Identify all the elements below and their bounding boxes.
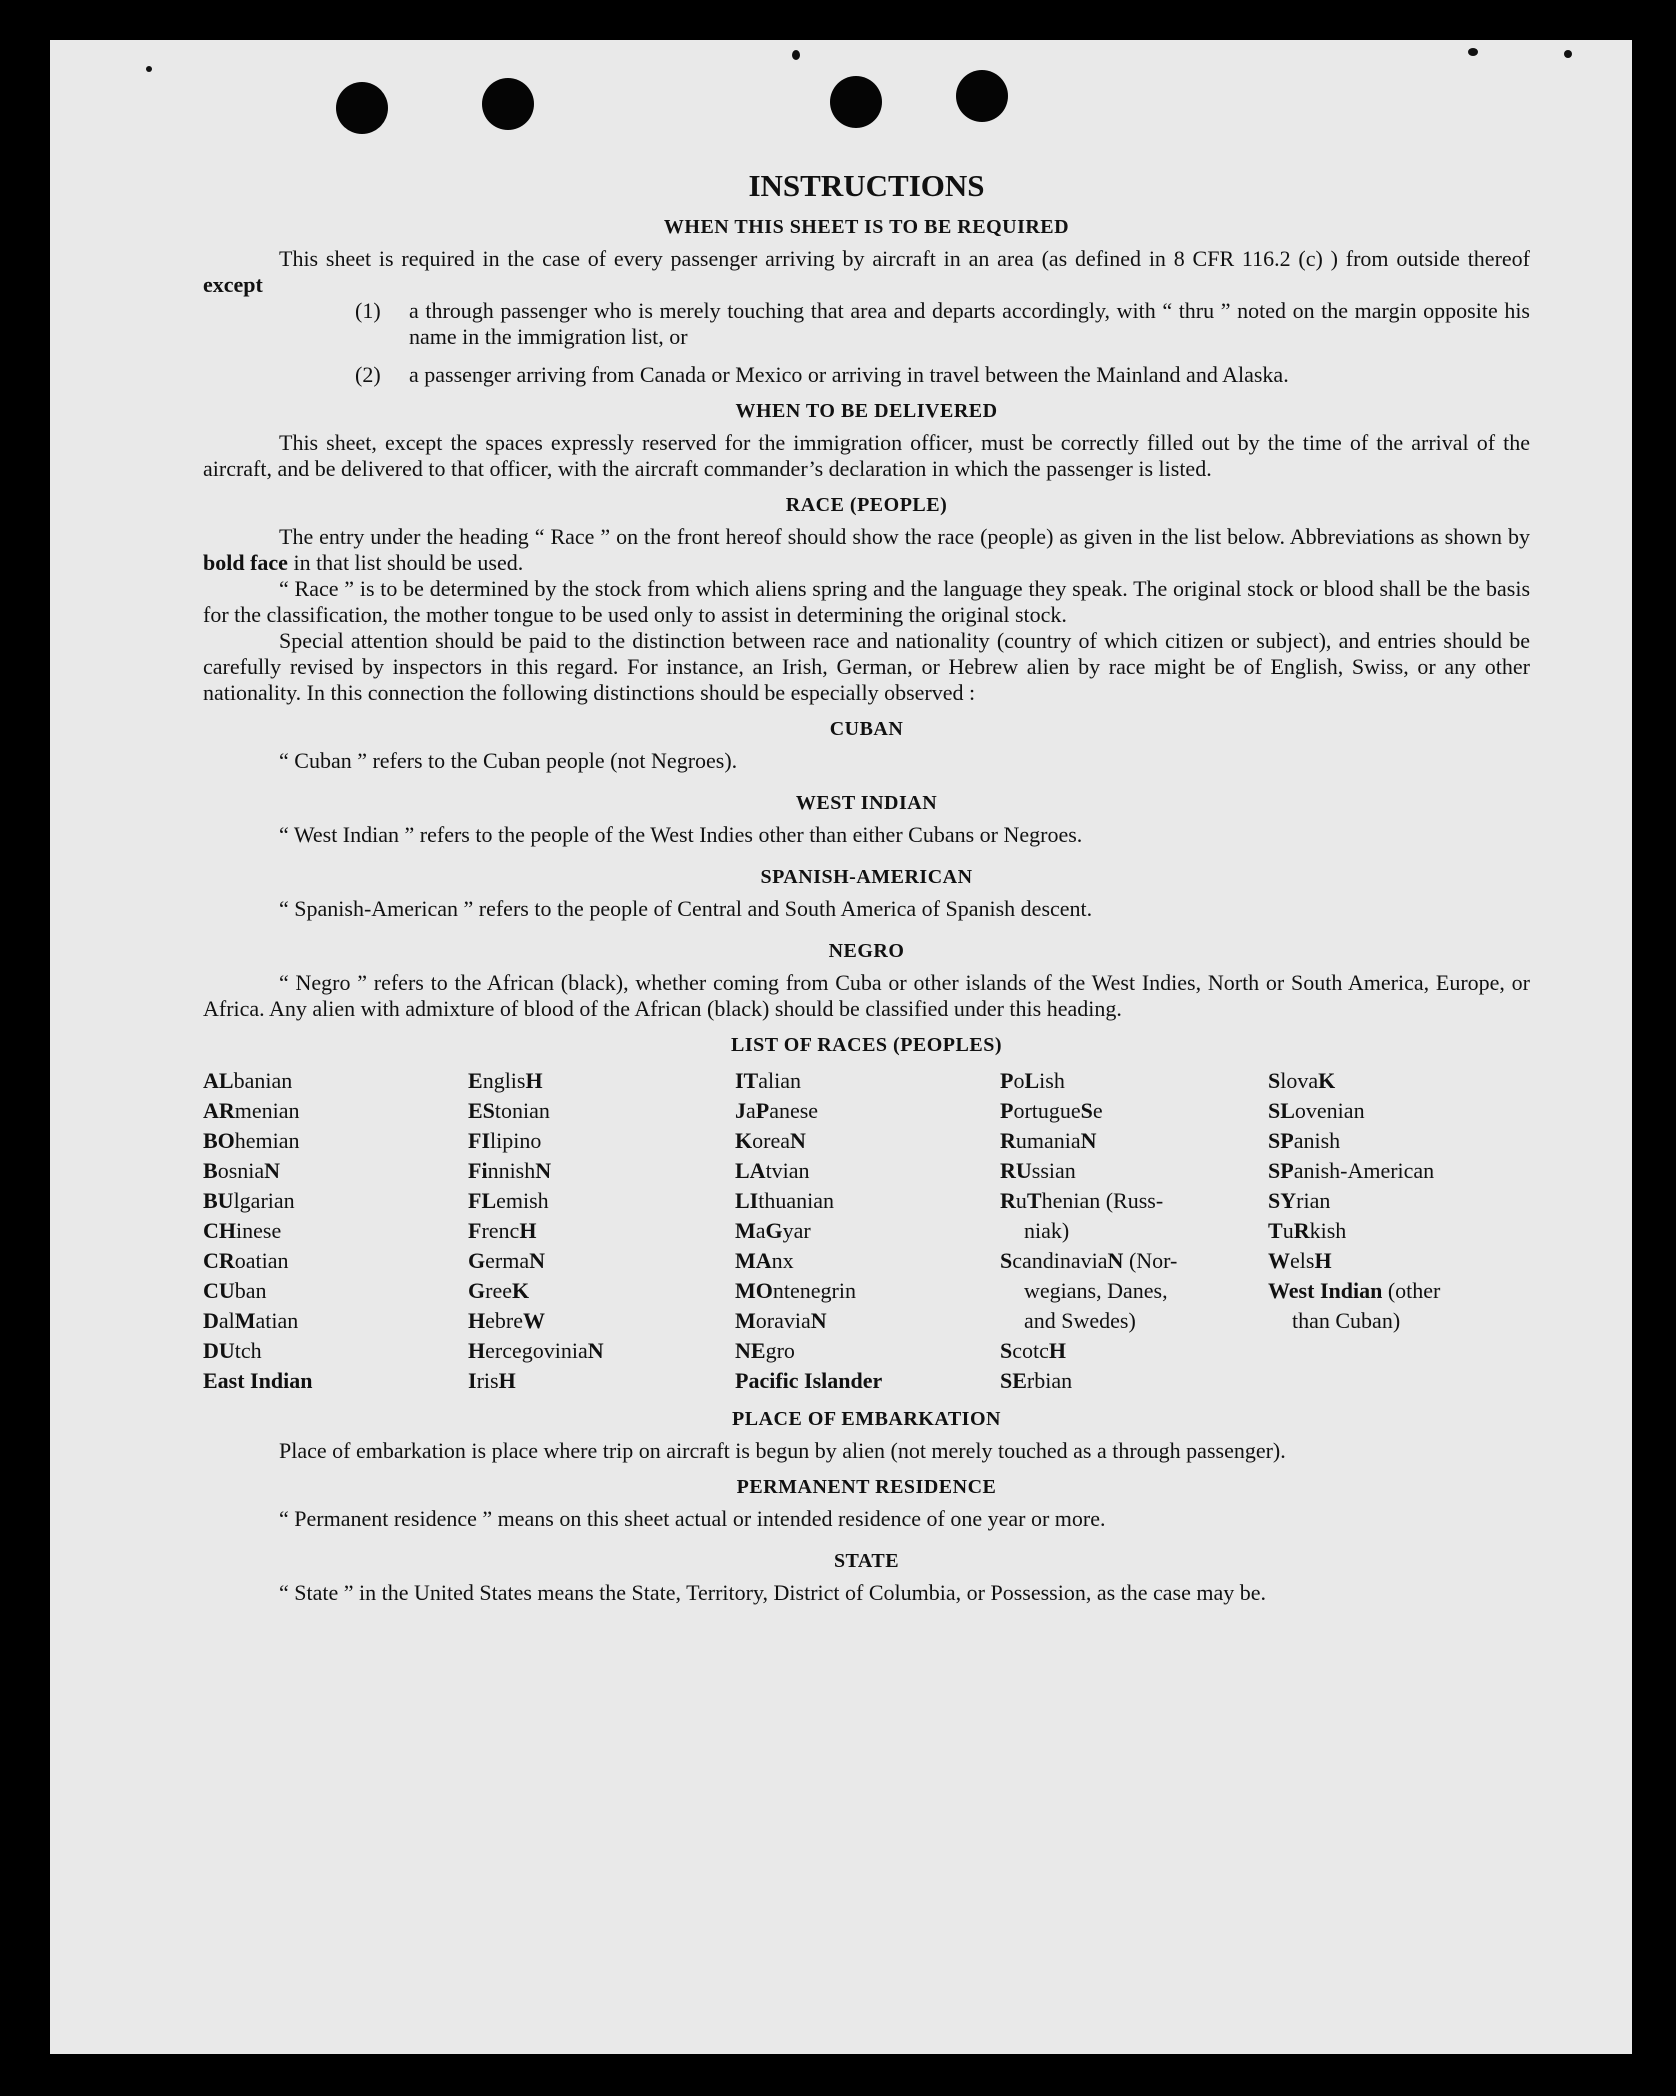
punch-hole xyxy=(956,70,1008,122)
residence-text: “ Permanent residence ” means on this sheet actual or intended residence of one year or more. xyxy=(279,1506,1106,1531)
race-entry: SLovenian xyxy=(1268,1098,1365,1123)
required-item: (2) a passenger arriving from Canada or Mexico or arriving in travel between the Mainland and Alaska. xyxy=(355,362,1289,387)
race-entry: SPanish-American xyxy=(1268,1158,1435,1183)
race-entry: WelsH xyxy=(1268,1248,1332,1273)
race-entry: and Swedes) xyxy=(1024,1308,1136,1333)
race-entry: MAnx xyxy=(735,1248,794,1273)
race-entry: SYrian xyxy=(1268,1188,1331,1213)
race-entry: IrisH xyxy=(468,1368,516,1393)
heading-spanish-american: SPANISH-AMERICAN xyxy=(760,866,973,888)
scan-speck xyxy=(146,66,152,72)
instructions-body xyxy=(203,168,1530,1606)
race-entry: MaGyar xyxy=(735,1218,811,1243)
race-entry: PoLish xyxy=(1000,1068,1065,1093)
races-column xyxy=(203,1066,468,1396)
heading-residence: PERMANENT RESIDENCE xyxy=(736,1476,997,1498)
race-entry: RumaniaN xyxy=(1000,1128,1097,1153)
heading-negro: NEGRO xyxy=(828,940,905,962)
race-entry: East Indian xyxy=(203,1368,313,1393)
race-entry: wegians, Danes, xyxy=(1024,1278,1168,1303)
race-entry: BUlgarian xyxy=(203,1188,295,1213)
race-entry: BOhemian xyxy=(203,1128,300,1153)
race-entry: ITalian xyxy=(735,1068,802,1093)
race-entry: DUtch xyxy=(203,1338,262,1363)
heading-cuban: CUBAN xyxy=(829,718,904,740)
race-entry: FIlipino xyxy=(468,1128,542,1153)
race-entry: niak) xyxy=(1024,1218,1070,1243)
punch-hole xyxy=(830,76,882,128)
race-entry: West Indian (other xyxy=(1268,1278,1441,1303)
race-entry: EnglisH xyxy=(468,1068,543,1093)
race-entry: ScandinaviaN (Nor- xyxy=(1000,1248,1178,1273)
races-column xyxy=(1268,1066,1530,1396)
race-entry: GreeK xyxy=(468,1278,530,1303)
race-entry: JaPanese xyxy=(735,1098,819,1123)
race-paragraph-3: Special attention should be paid to the distinction between race and nationality (country of which citizen or subject), and entries should be carefully revised by inspectors in this regard. For instance, an Irish, German, or Hebrew alien by race might be of English, Swiss, or any other nationality. In this connection the following distinctions should be especially observed : xyxy=(203,628,1530,705)
race-entry: DalMatian xyxy=(203,1308,299,1333)
race-entry: HebreW xyxy=(468,1308,545,1333)
races-column xyxy=(735,1066,1000,1396)
heading-west-indian: WEST INDIAN xyxy=(795,792,938,814)
race-entry: CHinese xyxy=(203,1218,282,1243)
race-entry: ScotcH xyxy=(1000,1338,1067,1363)
race-entry: FrencH xyxy=(468,1218,537,1243)
heading-races-list: LIST OF RACES (PEOPLES) xyxy=(730,1034,1002,1056)
race-entry: CUban xyxy=(203,1278,267,1303)
races-column xyxy=(468,1066,735,1396)
race-entry: SPanish xyxy=(1268,1128,1341,1153)
page-title: INSTRUCTIONS xyxy=(748,168,985,203)
race-entry: NEgro xyxy=(735,1338,795,1363)
race-entry: PortugueSe xyxy=(1000,1098,1103,1123)
race-entry: RuThenian (Russ- xyxy=(1000,1188,1164,1213)
required-item: (1) a through passenger who is merely touching that area and departs accordingly, with “ thru ” noted on the margin opposite his name in the immigration list, or xyxy=(355,298,1530,349)
races-list xyxy=(203,1066,1530,1396)
race-entry: than Cuban) xyxy=(1292,1308,1401,1333)
race-paragraph-2: “ Race ” is to be determined by the stock from which aliens spring and the language they speak. The original stock or blood shall be the basis for the classification, the mother tongue to be used only to assist in determining the original stock. xyxy=(203,576,1530,627)
race-entry: MoraviaN xyxy=(735,1308,827,1333)
scan-speck xyxy=(1564,50,1572,58)
race-entry: FLemish xyxy=(468,1188,549,1213)
heading-embarkation: PLACE OF EMBARKATION xyxy=(732,1408,1001,1430)
heading-state: STATE xyxy=(833,1550,900,1572)
race-entry: ALbanian xyxy=(203,1068,293,1093)
race-entry: RUssian xyxy=(1000,1158,1076,1183)
races-column xyxy=(1000,1066,1268,1396)
heading-required: WHEN THIS SHEET IS TO BE REQUIRED xyxy=(663,216,1070,238)
race-entry: MOntenegrin xyxy=(735,1278,856,1303)
race-entry: GermaN xyxy=(468,1248,545,1273)
race-entry: FinnishN xyxy=(468,1158,552,1183)
race-entry: BosniaN xyxy=(203,1158,281,1183)
negro-text: “ Negro ” refers to the African (black), whether coming from Cuba or other islands of the West Indies, North or South America, Europe, or Africa. Any alien with admixture of blood of the African (black) should be classified under this heading. xyxy=(203,970,1530,1021)
punch-hole xyxy=(336,82,388,134)
race-entry: LAtvian xyxy=(735,1158,810,1183)
embarkation-text: Place of embarkation is place where trip on aircraft is begun by alien (not merely touched as a through passenger). xyxy=(279,1438,1286,1463)
cuban-text: “ Cuban ” refers to the Cuban people (not Negroes). xyxy=(279,748,738,773)
punch-hole xyxy=(482,78,534,130)
race-entry: SlovaK xyxy=(1268,1068,1336,1093)
race-entry: LIthuanian xyxy=(735,1188,835,1213)
west-indian-text: “ West Indian ” refers to the people of the West Indies other than either Cubans or Negroes. xyxy=(279,822,1083,847)
race-entry: SErbian xyxy=(1000,1368,1073,1393)
document-sheet xyxy=(50,40,1632,2054)
race-entry: HercegoviniaN xyxy=(468,1338,604,1363)
race-paragraph-1: The entry under the heading “ Race ” on the front hereof should show the race (people) as given in the list below. Abbreviations as shown by bold face in that list should be used. xyxy=(203,524,1530,575)
scan-speck xyxy=(1468,48,1478,56)
heading-delivered: WHEN TO BE DELIVERED xyxy=(735,400,998,422)
race-entry: KoreaN xyxy=(735,1128,806,1153)
race-entry: CRoatian xyxy=(203,1248,289,1273)
race-entry: TuRkish xyxy=(1268,1218,1347,1243)
state-text: “ State ” in the United States means the State, Territory, District of Columbia, or Possession, as the case may be. xyxy=(279,1580,1267,1605)
delivered-text: This sheet, except the spaces expressly reserved for the immigration officer, must be correctly filled out by the time of the arrival of the aircraft, and be delivered to that officer, with the aircraft commander’s declaration in which the passenger is listed. xyxy=(203,430,1530,481)
scan-speck xyxy=(792,50,800,60)
race-entry: ARmenian xyxy=(203,1098,300,1123)
required-intro: This sheet is required in the case of every passenger arriving by aircraft in an area (as defined in 8 CFR 116.2 (c) ) from outside thereof except xyxy=(203,246,1530,297)
race-entry: Pacific Islander xyxy=(735,1368,883,1393)
heading-race: RACE (PEOPLE) xyxy=(785,494,948,516)
spanish-american-text: “ Spanish-American ” refers to the people of Central and South America of Spanish descent. xyxy=(279,896,1093,921)
race-entry: EStonian xyxy=(468,1098,550,1123)
